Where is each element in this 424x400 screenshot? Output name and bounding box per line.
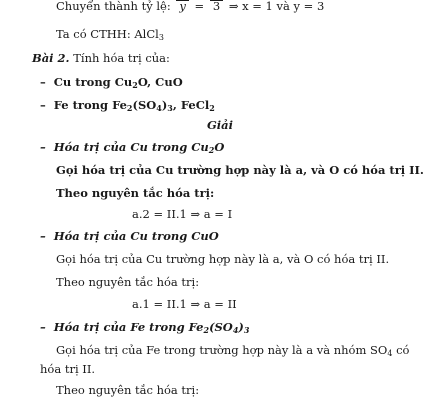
item-rest: O, CuO [137,75,183,89]
part-sub: 2 [208,145,215,155]
item-sub: 2 [209,103,215,113]
part1-rule: Theo nguyên tắc hóa trị: [56,186,215,200]
part-title-text: Hóa trị của Cu trong Cu [53,140,209,154]
item-sub: 2 [132,80,138,90]
cthh-line [56,27,164,41]
part-mid: (SO [209,320,233,334]
part-title-end: O [214,140,225,154]
cthh-sub: 3 [158,33,164,42]
conversion-line [56,0,324,13]
part1-title [40,140,224,154]
exercise-title [32,51,170,65]
assume-sub: 4 [387,349,393,358]
item-sub: 3 [167,103,173,113]
part-close: ) [238,320,244,334]
part1-assume: Gọi hóa trị của Cu trường hợp này là a, và O có hóa trị II. [56,163,424,177]
part3-rule: Theo nguyên tắc hóa trị: [56,383,200,397]
part-dash: – [40,140,46,154]
exercise-item-2 [40,98,215,112]
part3-assume-line1 [56,343,409,357]
item-mid: (SO [132,98,157,112]
item-dash: – [40,75,46,89]
part3-title [40,320,249,334]
cthh-text: Ta có CTHH: AlCl [56,27,159,41]
exercise-item-1 [40,75,183,89]
part2-rule: Theo nguyên tắc hóa trị: [56,275,200,289]
part-dash: – [40,320,46,334]
part1-calc: a.2 = II.1 ⇒ a = I [132,207,233,221]
part-dash: – [40,229,46,243]
part-sub: 2 [203,325,210,335]
item-label: Fe trong Fe [53,98,127,112]
item-dash: – [40,98,46,112]
part3-assume-line2: hóa trị II. [40,362,96,376]
exercise-number: Bài 2. [32,51,70,65]
item-label: Cu trong Cu [53,75,133,89]
part-sub: 4 [232,325,239,335]
equals-sign: = [194,0,205,13]
part2-calc: a.1 = II.1 ⇒ a = II [132,297,237,311]
part2-title [40,229,219,243]
fraction-denominator-3: 3 [212,0,221,13]
assume-text: Gọi hóa trị của Fe trong trường hợp này là a và nhóm SO [56,343,388,357]
item-sub: 2 [126,103,133,113]
conversion-prefix: Chuyển thành tỷ lệ: [56,0,171,13]
fraction-one-third [210,0,223,12]
item-close: ) [161,98,168,112]
part-title-text: Hóa trị của Cu trong CuO [53,229,219,243]
fraction-denominator-y: y [179,0,186,13]
solution-heading: Giải [206,118,233,132]
conversion-result: ⇒ x = 1 và y = 3 [228,0,325,13]
part-title-text: Hóa trị của Fe trong Fe [53,320,204,334]
item-sub: 4 [156,103,162,113]
assume-end: có [392,343,410,357]
exercise-prompt: Tính hóa trị của: [69,51,170,65]
part-sub: 3 [243,325,250,335]
item-rest: , FeCl [172,98,210,112]
part2-assume: Gọi hóa trị của Cu trường hợp này là a, và O có hóa trị II. [56,252,390,266]
fraction-x-over-y [176,0,189,12]
